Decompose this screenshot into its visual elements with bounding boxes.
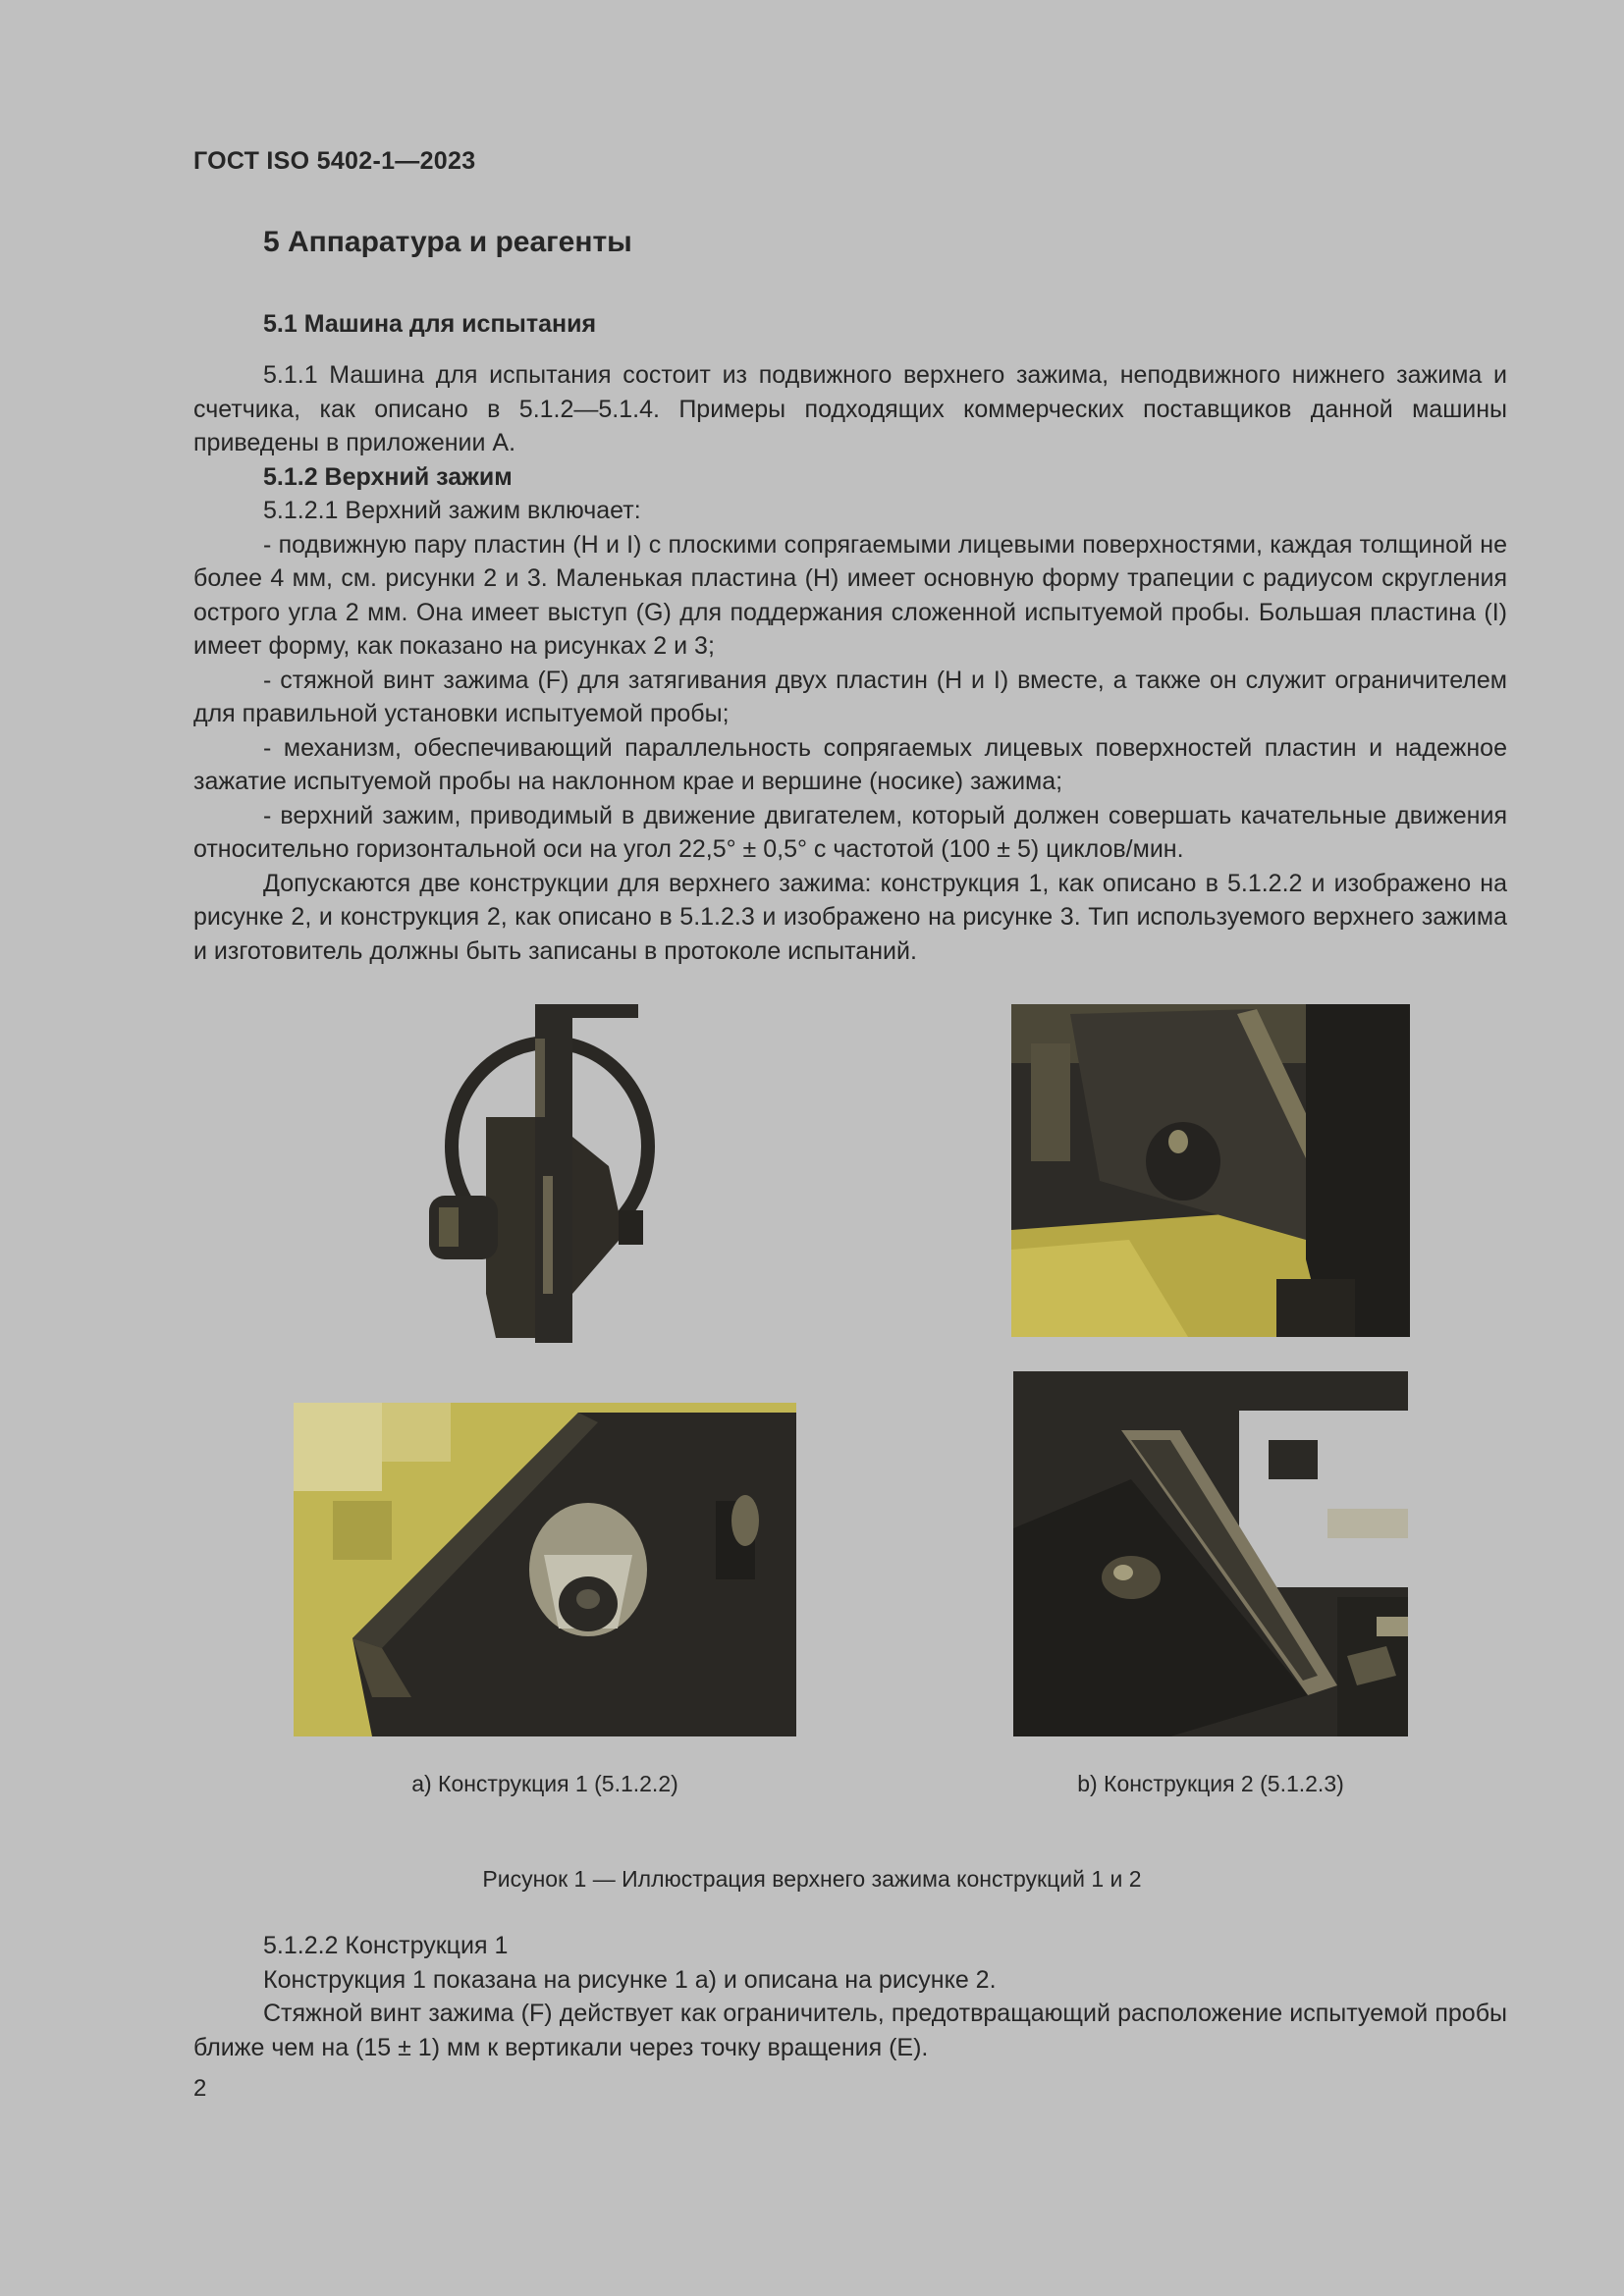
list-item: - верхний зажим, приводимый в движение двигателем, который должен совершать качательные движения относительно горизонтальной оси на угол 22,5° ± 0,5° с частотой (100 ± 5) циклов/мин. [193, 801, 1507, 863]
list-item: - подвижную пару пластин (H и I) с плоскими сопрягаемыми лицевыми поверхностями, каждая толщиной не более 4 мм, см. рисунки 2 и 3. Маленькая пластина (H) имеет основную форму трапеции с радиусом скругления острого угла 2 мм. Она имеет выступ (G) для поддержания сложенной испытуемой пробы. Большая пластина (I) имеет форму, как показано на рисунках 2 и 3; [193, 530, 1507, 660]
figure-caption: Рисунок 1 — Иллюстрация верхнего зажима конструкций 1 и 2 [482, 1866, 1142, 1892]
clamp-photo-construction-1 [294, 1403, 796, 1736]
section-title: 5 Аппаратура и реагенты [263, 226, 632, 258]
figure-caption-b: b) Конструкция 2 (5.1.2.3) [1077, 1771, 1344, 1796]
paragraph-heading: 5.1.2.2 Конструкция 1 [263, 1932, 509, 1959]
clamp-photo-front-view [417, 999, 675, 1351]
page-number: 2 [193, 2075, 207, 2102]
document-header: ГОСТ ISO 5402-1—2023 [193, 147, 476, 175]
body-text-top [193, 358, 1507, 968]
subsection-title: 5.1 Машина для испытания [263, 310, 597, 338]
paragraph: 5.1.2.1 Верхний зажим включает: [263, 497, 641, 524]
paragraph: 5.1.1 Машина для испытания состоит из подвижного верхнего зажима, неподвижного нижнего зажима и счетчика, как описано в 5.1.2—5.1.4. Примеры подходящих коммерческих поставщиков данной машины приведены в приложении A. [193, 361, 1507, 456]
paragraph: Допускаются две конструкции для верхнего зажима: конструкция 1, как описано в 5.1.2.2 и изображено на рисунке 2, и конструкция 2, как описано в 5.1.2.3 и изображено на рисунке 3. Тип используемого верхнего зажима и изготовитель должны быть записаны в протоколе испытаний. [193, 869, 1507, 965]
list-item: - механизм, обеспечивающий параллельность сопрягаемых лицевых поверхностей пластин и надежное зажатие испытуемой пробы на наклонном крае и вершине (носике) зажима; [193, 733, 1507, 795]
body-text-bottom [193, 1929, 1507, 2064]
paragraph-heading: 5.1.2 Верхний зажим [263, 462, 513, 491]
clamp-photo-construction-2 [1013, 1371, 1408, 1736]
figure-caption-a: а) Конструкция 1 (5.1.2.2) [411, 1771, 678, 1796]
list-item: - стяжной винт зажима (F) для затягивания двух пластин (H и I) вместе, а также он служит ограничителем для правильной установки испытуемой пробы; [193, 666, 1507, 727]
paragraph: Стяжной винт зажима (F) действует как ограничитель, предотвращающий расположение испытуемой пробы ближе чем на (15 ± 1) мм к вертикали через точку вращения (E). [193, 2000, 1507, 2061]
clamp-photo-closeup-right [1011, 1004, 1410, 1337]
paragraph: Конструкция 1 показана на рисунке 1 а) и описана на рисунке 2. [263, 1965, 997, 1994]
